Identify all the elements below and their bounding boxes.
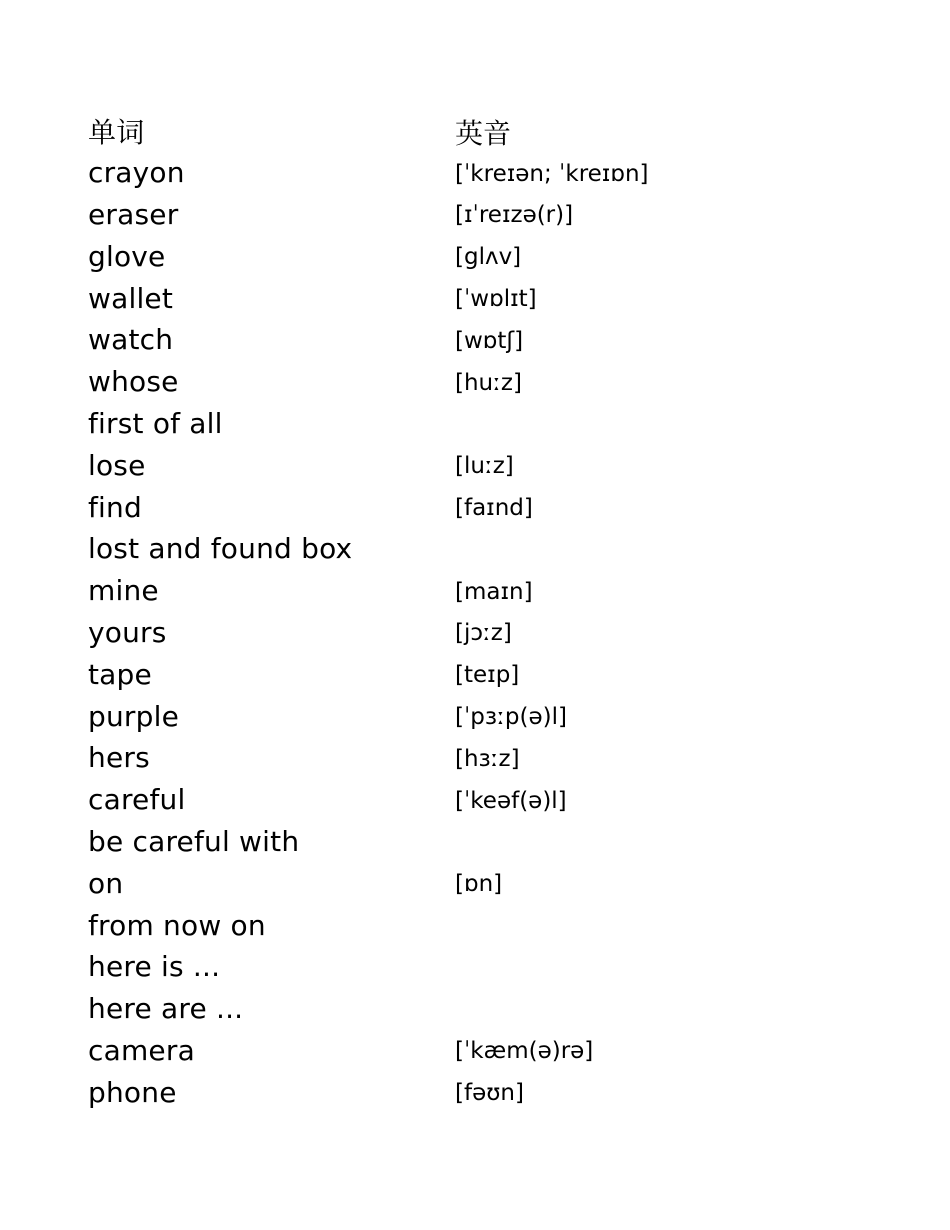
word-cell: careful xyxy=(88,783,186,817)
phonetic-cell: [huːz] xyxy=(455,369,522,396)
word-cell: phone xyxy=(88,1075,177,1109)
table-row xyxy=(88,319,888,361)
table-row xyxy=(88,486,888,528)
phonetic-cell: [ˈwɒlɪt] xyxy=(455,286,537,313)
word-cell: eraser xyxy=(88,197,179,231)
vocabulary-table xyxy=(88,110,888,1113)
word-cell: hers xyxy=(88,741,150,775)
word-cell: mine xyxy=(88,574,159,608)
word-cell: find xyxy=(88,490,142,524)
phonetic-cell: [ɪˈreɪzə(r)] xyxy=(455,202,574,229)
word-cell: tape xyxy=(88,657,152,691)
phonetic-cell: [ˈkæm(ə)rə] xyxy=(455,1038,594,1065)
word-cell: here are ... xyxy=(88,992,244,1026)
table-row xyxy=(88,403,888,445)
phonetic-cell: [jɔːz] xyxy=(455,620,512,647)
table-row xyxy=(88,779,888,821)
table-row xyxy=(88,444,888,486)
header-word: 单词 xyxy=(88,115,145,149)
phonetic-cell: [ɒn] xyxy=(455,871,503,898)
word-cell: on xyxy=(88,866,124,900)
phonetic-cell: [fəʊn] xyxy=(455,1080,524,1107)
table-row xyxy=(88,653,888,695)
phonetic-cell: [ˈkreɪən; ˈkreɪɒn] xyxy=(455,160,649,187)
table-row xyxy=(88,1030,888,1072)
word-cell: first of all xyxy=(88,406,223,440)
table-row xyxy=(88,862,888,904)
word-cell: wallet xyxy=(88,281,174,315)
word-cell: whose xyxy=(88,365,179,399)
phonetic-cell: [glʌv] xyxy=(455,244,522,271)
table-row xyxy=(88,1071,888,1113)
table-row xyxy=(88,988,888,1030)
word-cell: crayon xyxy=(88,156,185,190)
table-row xyxy=(88,277,888,319)
table-row xyxy=(88,152,888,194)
phonetic-cell: [ˈpɜːp(ə)l] xyxy=(455,704,567,731)
word-cell: yours xyxy=(88,615,167,649)
phonetic-cell: [luːz] xyxy=(455,453,514,480)
word-cell: be careful with xyxy=(88,824,300,858)
phonetic-cell: [teɪp] xyxy=(455,662,520,689)
table-row xyxy=(88,904,888,946)
word-cell: here is ... xyxy=(88,950,221,984)
table-row xyxy=(88,821,888,863)
phonetic-cell: [maɪn] xyxy=(455,578,533,605)
word-cell: from now on xyxy=(88,908,266,942)
phonetic-cell: [wɒtʃ] xyxy=(455,327,524,354)
phonetic-cell: [ˈkeəf(ə)l] xyxy=(455,787,567,814)
word-cell: glove xyxy=(88,239,166,273)
table-row xyxy=(88,695,888,737)
table-header-row xyxy=(88,110,888,152)
table-row xyxy=(88,612,888,654)
word-cell: purple xyxy=(88,699,180,733)
word-cell: watch xyxy=(88,323,174,357)
word-cell: lose xyxy=(88,448,146,482)
table-row xyxy=(88,235,888,277)
table-row xyxy=(88,946,888,988)
table-row xyxy=(88,528,888,570)
phonetic-cell: [hɜːz] xyxy=(455,745,520,772)
word-cell: lost and found box xyxy=(88,532,353,566)
table-row xyxy=(88,570,888,612)
phonetic-cell: [faɪnd] xyxy=(455,495,533,522)
table-row xyxy=(88,737,888,779)
table-body xyxy=(88,152,888,1113)
word-cell: camera xyxy=(88,1033,195,1067)
table-row xyxy=(88,194,888,236)
header-phonetic: 英音 xyxy=(455,116,512,150)
table-row xyxy=(88,361,888,403)
